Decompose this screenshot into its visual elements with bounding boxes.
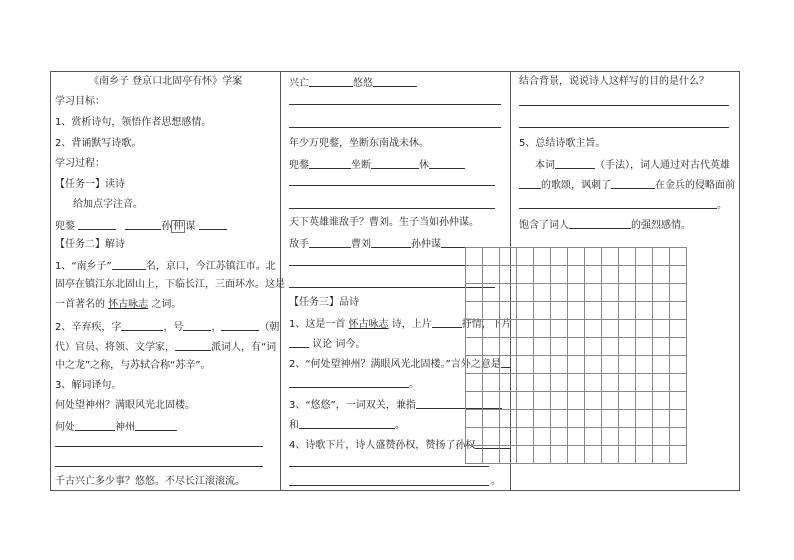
grid-cell[interactable]	[636, 428, 653, 446]
answer-blank[interactable]	[135, 420, 177, 431]
answer-line[interactable]	[289, 185, 495, 186]
grid-cell[interactable]	[670, 320, 687, 338]
handwritten-answer: 怀古咏志	[348, 319, 389, 330]
grid-cell[interactable]	[568, 338, 585, 356]
answer-blank[interactable]	[309, 237, 351, 248]
grid-cell[interactable]	[602, 302, 619, 320]
grid-cell[interactable]	[619, 446, 636, 464]
grid-cell[interactable]	[466, 248, 483, 266]
grid-cell[interactable]	[653, 392, 670, 410]
summary-line-4: 饱含了词人 的强烈感情。	[519, 220, 691, 231]
summary-line-3: 。	[519, 198, 727, 212]
grid-cell[interactable]	[670, 392, 687, 410]
grid-cell[interactable]	[534, 302, 551, 320]
answer-blank[interactable]	[75, 420, 115, 431]
answer-blank[interactable]	[299, 418, 395, 429]
grid-cell[interactable]	[636, 392, 653, 410]
grid-cell[interactable]	[670, 284, 687, 302]
item1-line3: 一首著名的 怀古咏志 之词。	[55, 299, 182, 310]
answer-line[interactable]	[289, 485, 489, 486]
grid-cell[interactable]	[636, 338, 653, 356]
grid-row	[466, 356, 687, 374]
answer-blank[interactable]	[221, 320, 259, 331]
grid-cell[interactable]	[670, 410, 687, 428]
answer-blank[interactable]	[569, 218, 631, 229]
item1-line: 1、“南乡子” 名，京口，今江苏镇江市。北	[55, 261, 276, 272]
grid-cell[interactable]	[551, 356, 568, 374]
grid-cell[interactable]	[619, 374, 636, 392]
t3-item4: 4、诗歌下片，诗人盛赞孙权，赞扬了孙权	[289, 438, 511, 452]
grid-cell[interactable]	[534, 338, 551, 356]
grid-cell[interactable]	[500, 302, 517, 320]
answer-line[interactable]	[55, 446, 263, 447]
grid-cell[interactable]	[585, 302, 602, 320]
grid-cell[interactable]	[636, 356, 653, 374]
grid-cell[interactable]	[500, 356, 517, 374]
item2-line2: 代）官员、将领、文学家， 派词人，有“词	[55, 342, 277, 353]
answer-line[interactable]	[289, 208, 495, 209]
grid-cell[interactable]	[653, 374, 670, 392]
grid-cell[interactable]	[534, 284, 551, 302]
grid-cell[interactable]	[602, 428, 619, 446]
grid-row	[466, 428, 687, 446]
grid-cell[interactable]	[500, 320, 517, 338]
answer-line[interactable]	[289, 104, 501, 105]
item1-line2: 固亭在镇江东北固山上，下临长江，三面环水。这是	[55, 279, 285, 290]
grid-cell[interactable]	[534, 266, 551, 284]
grid-cell[interactable]	[619, 248, 636, 266]
grid-cell[interactable]	[500, 410, 517, 428]
grid-cell[interactable]	[602, 374, 619, 392]
grid-cell[interactable]	[585, 410, 602, 428]
item2-line3: 中之龙”之称，与苏轼合称“苏辛”。	[55, 360, 211, 371]
column-left	[51, 72, 285, 490]
grid-cell[interactable]	[585, 446, 602, 464]
answer-line[interactable]	[519, 105, 729, 106]
task2-heading: 【任务二】解诗	[55, 239, 125, 250]
grid-cell[interactable]	[517, 248, 534, 266]
grid-cell[interactable]	[653, 446, 670, 464]
grid-cell[interactable]	[551, 248, 568, 266]
grid-cell[interactable]	[602, 392, 619, 410]
grid-row	[466, 392, 687, 410]
grid-cell[interactable]	[653, 284, 670, 302]
grid-cell[interactable]	[602, 446, 619, 464]
pinyin-blank[interactable]	[78, 219, 116, 230]
grid-cell[interactable]	[483, 284, 500, 302]
grid-cell[interactable]	[619, 410, 636, 428]
pinyin-line: 兜鍪 孙 仲 谋	[55, 219, 227, 233]
grid-cell[interactable]	[466, 338, 483, 356]
doumou-line: 兜鍪 坐断 休	[289, 158, 465, 172]
answer-line[interactable]	[519, 127, 729, 128]
grid-cell[interactable]	[483, 356, 500, 374]
grid-cell[interactable]	[585, 320, 602, 338]
grid-cell[interactable]	[466, 284, 483, 302]
grid-cell[interactable]	[636, 320, 653, 338]
answer-line[interactable]	[55, 466, 263, 467]
handwritten-answer: 议论	[312, 339, 333, 350]
grid-cell[interactable]	[636, 446, 653, 464]
item5-heading: 5、总结诗歌主旨。	[519, 138, 606, 149]
grid-cell[interactable]	[568, 302, 585, 320]
grid-cell[interactable]	[500, 446, 517, 464]
grid-cell[interactable]	[517, 320, 534, 338]
grid-cell[interactable]	[670, 374, 687, 392]
grid-cell[interactable]	[619, 428, 636, 446]
summary-line-2: 的歌颂，讽刺了 在金兵的侵略面前	[519, 178, 735, 192]
grid-cell[interactable]	[619, 392, 636, 410]
background-question: 结合背景，说说诗人这样写的目的是什么？	[519, 76, 709, 87]
grid-cell[interactable]	[653, 356, 670, 374]
poem-line-2: 千古兴亡多少事？悠悠。不尽长江滚滚流。	[55, 476, 245, 487]
answer-blank[interactable]	[121, 320, 163, 331]
grid-cell[interactable]	[585, 374, 602, 392]
grid-cell[interactable]	[466, 302, 483, 320]
answer-blank[interactable]	[555, 158, 595, 169]
grid-cell[interactable]	[551, 302, 568, 320]
grid-cell[interactable]	[517, 410, 534, 428]
grid-row	[466, 446, 687, 464]
grid-cell[interactable]	[466, 320, 483, 338]
t3-item3-line2: 和 。	[289, 420, 405, 431]
task1-instruction: 给加点字注音。	[73, 199, 143, 210]
grid-cell[interactable]	[551, 374, 568, 392]
grid-cell[interactable]	[500, 338, 517, 356]
poem-line-4: 天下英雄谁敌手？曹刘。生子当如孙仲谋。	[289, 217, 479, 228]
answer-blank[interactable]	[429, 158, 465, 169]
answer-blank[interactable]	[371, 237, 411, 248]
grid-cell[interactable]	[517, 428, 534, 446]
grid-cell[interactable]	[551, 320, 568, 338]
grid-cell[interactable]	[602, 338, 619, 356]
grid-cell[interactable]	[653, 338, 670, 356]
grid-cell[interactable]	[585, 284, 602, 302]
grid-cell[interactable]	[619, 284, 636, 302]
grid-cell[interactable]	[585, 338, 602, 356]
grid-cell[interactable]	[483, 320, 500, 338]
grid-cell[interactable]	[585, 428, 602, 446]
grid-cell[interactable]	[636, 302, 653, 320]
grid-cell[interactable]	[670, 302, 687, 320]
grid-cell[interactable]	[670, 266, 687, 284]
grid-cell[interactable]	[568, 356, 585, 374]
task3-heading: 【任务三】品诗	[289, 297, 359, 308]
grid-cell[interactable]	[483, 410, 500, 428]
grid-cell[interactable]	[602, 410, 619, 428]
grid-cell[interactable]	[483, 392, 500, 410]
grid-cell[interactable]	[551, 284, 568, 302]
grid-cell[interactable]	[653, 266, 670, 284]
grid-cell[interactable]	[568, 392, 585, 410]
grid-cell[interactable]	[619, 320, 636, 338]
answer-blank[interactable]	[309, 158, 351, 169]
answer-blank[interactable]	[112, 259, 146, 270]
answer-line[interactable]	[289, 466, 489, 467]
grid-cell[interactable]	[483, 338, 500, 356]
q1-line: 何处 神州	[55, 420, 177, 434]
grid-cell[interactable]	[500, 266, 517, 284]
grid-cell[interactable]	[636, 410, 653, 428]
grid-cell[interactable]	[483, 266, 500, 284]
grid-cell[interactable]	[466, 446, 483, 464]
answer-blank[interactable]	[289, 337, 309, 348]
grid-cell[interactable]	[568, 320, 585, 338]
grid-cell[interactable]	[534, 356, 551, 374]
grid-cell[interactable]	[619, 302, 636, 320]
objective-1: 1、赏析诗句，领悟作者思想感情。	[55, 117, 212, 128]
grid-cell[interactable]	[636, 248, 653, 266]
grid-cell[interactable]	[653, 428, 670, 446]
answer-blank[interactable]	[309, 76, 353, 87]
grid-cell[interactable]	[568, 248, 585, 266]
grid-cell[interactable]	[483, 248, 500, 266]
item2-line: 2、辛弃疾，字 ，号 ， （朝	[55, 322, 280, 333]
t3-item2: 2、“何处望神州？满眼风光北固楼。”言外之意是	[289, 357, 511, 371]
grid-cell[interactable]	[619, 356, 636, 374]
t3-item3: 3、“悠悠”，一词双关，兼指	[289, 398, 502, 412]
grid-row	[466, 410, 687, 428]
dotted-char-box: 仲	[173, 221, 184, 232]
answer-blank[interactable]	[519, 178, 541, 189]
grid-cell[interactable]	[670, 356, 687, 374]
worksheet-title: 《南乡子 登京口北固亭有怀》学案	[89, 76, 243, 87]
grid-cell[interactable]	[466, 266, 483, 284]
grid-cell[interactable]	[636, 374, 653, 392]
item3-heading: 3、解词译句。	[55, 380, 122, 391]
objective-2: 2、背诵默写诗歌。	[55, 138, 142, 149]
answer-blank[interactable]	[373, 76, 417, 87]
t3-item1: 1、这是一首 怀古咏志 诗，上片 抒情，下片	[289, 319, 512, 330]
grid-cell[interactable]	[517, 284, 534, 302]
answer-blank[interactable]	[175, 340, 211, 351]
t3-item2-line2: 。	[289, 377, 419, 391]
grid-cell[interactable]	[534, 374, 551, 392]
grid-cell[interactable]	[602, 356, 619, 374]
dishou-line: 敌手 曹刘 孙仲谋	[289, 237, 481, 251]
grid-cell[interactable]	[551, 392, 568, 410]
summary-line-1: 本词 （手法），词人通过对古代英雄	[535, 160, 730, 171]
xingwang-line: 兴亡 悠悠	[289, 76, 417, 90]
grid-cell[interactable]	[670, 446, 687, 464]
answer-line[interactable]	[289, 127, 501, 128]
grid-cell[interactable]	[585, 356, 602, 374]
grid-row	[466, 302, 687, 320]
grid-cell[interactable]	[670, 428, 687, 446]
poem-line-1: 何处望神州？满眼风光北固楼。	[55, 400, 195, 411]
pinyin-blank[interactable]	[199, 219, 227, 230]
grid-row	[466, 374, 687, 392]
grid-cell[interactable]	[585, 266, 602, 284]
grid-row	[466, 284, 687, 302]
column-middle: 兴亡 悠悠 年少万兜鍪，坐断东南战未休。 兜鍪 坐断 休 天下英雄谁敌手？曹刘。生子当如孙仲谋。 敌手 曹刘 孙仲谋 【任务三】品诗 1、这是一首 怀古咏志 诗，上片 抒情，下片 议论 词今。 2、“何处望神州？满眼风光北固楼。”言外之意是 。 3、“悠悠”，一词双关，兼指 和 。 4、诗歌下片，诗人盛赞孙权，赞扬了孙权 。	[281, 72, 511, 490]
grid-cell[interactable]	[517, 266, 534, 284]
grid-cell[interactable]	[483, 374, 500, 392]
grid-cell[interactable]	[568, 428, 585, 446]
answer-blank[interactable]	[371, 158, 419, 169]
grid-cell[interactable]	[568, 374, 585, 392]
grid-cell[interactable]	[602, 248, 619, 266]
grid-cell[interactable]	[500, 374, 517, 392]
grid-cell[interactable]	[500, 428, 517, 446]
grid-cell[interactable]	[653, 248, 670, 266]
grid-cell[interactable]	[534, 428, 551, 446]
grid-cell[interactable]	[568, 446, 585, 464]
grid-cell[interactable]	[670, 248, 687, 266]
grid-cell[interactable]	[483, 302, 500, 320]
grid-cell[interactable]	[551, 266, 568, 284]
grid-cell[interactable]	[466, 410, 483, 428]
grid-cell[interactable]	[517, 446, 534, 464]
grid-cell[interactable]	[670, 338, 687, 356]
pinyin-blank[interactable]	[125, 219, 161, 230]
grid-cell[interactable]	[517, 356, 534, 374]
grid-cell[interactable]	[483, 446, 500, 464]
grid-cell[interactable]	[619, 266, 636, 284]
grid-cell[interactable]	[517, 374, 534, 392]
answer-blank[interactable]	[289, 377, 409, 388]
handwritten-answer: 怀古咏志	[108, 299, 149, 310]
task1-heading: 【任务一】读诗	[55, 179, 125, 190]
grid-row	[466, 338, 687, 356]
grid-cell[interactable]	[466, 392, 483, 410]
grid-cell[interactable]	[500, 248, 517, 266]
grid-cell[interactable]	[602, 320, 619, 338]
grid-cell[interactable]	[500, 284, 517, 302]
objectives-heading: 学习目标：	[55, 96, 105, 107]
grid-row	[466, 248, 687, 266]
grid-cell[interactable]	[568, 266, 585, 284]
grid-cell[interactable]	[653, 410, 670, 428]
writing-grid[interactable]	[465, 247, 687, 464]
grid-cell[interactable]	[534, 410, 551, 428]
grid-cell[interactable]	[534, 392, 551, 410]
grid-cell[interactable]	[585, 248, 602, 266]
grid-cell[interactable]	[602, 284, 619, 302]
grid-cell[interactable]	[602, 266, 619, 284]
grid-cell[interactable]	[466, 374, 483, 392]
answer-blank[interactable]	[519, 198, 717, 209]
t3-item1-line2: 议论 词今。	[289, 337, 365, 351]
grid-cell[interactable]	[466, 356, 483, 374]
grid-cell[interactable]	[517, 338, 534, 356]
grid-cell[interactable]	[517, 392, 534, 410]
poem-line-3: 年少万兜鍪，坐断东南战未休。	[289, 138, 429, 149]
grid-cell[interactable]	[534, 248, 551, 266]
grid-cell[interactable]	[517, 302, 534, 320]
grid-cell[interactable]	[551, 410, 568, 428]
grid-cell[interactable]	[534, 320, 551, 338]
grid-cell[interactable]	[551, 446, 568, 464]
grid-cell[interactable]	[534, 446, 551, 464]
grid-cell[interactable]	[551, 428, 568, 446]
grid-cell[interactable]	[466, 428, 483, 446]
answer-blank[interactable]	[611, 178, 655, 189]
grid-cell[interactable]	[653, 320, 670, 338]
grid-cell[interactable]	[551, 338, 568, 356]
pinyin-word-doumou: 兜鍪	[55, 221, 75, 232]
grid-row	[466, 266, 687, 284]
grid-cell[interactable]	[568, 410, 585, 428]
grid-cell[interactable]	[483, 428, 500, 446]
grid-cell[interactable]	[653, 302, 670, 320]
grid-cell[interactable]	[619, 338, 636, 356]
answer-blank[interactable]	[432, 317, 462, 328]
answer-blank[interactable]	[183, 320, 211, 331]
grid-cell[interactable]	[636, 284, 653, 302]
process-heading: 学习过程：	[55, 158, 105, 169]
grid-cell[interactable]	[636, 266, 653, 284]
grid-cell[interactable]	[500, 392, 517, 410]
grid-cell[interactable]	[568, 284, 585, 302]
grid-row	[466, 320, 687, 338]
grid-cell[interactable]	[585, 392, 602, 410]
